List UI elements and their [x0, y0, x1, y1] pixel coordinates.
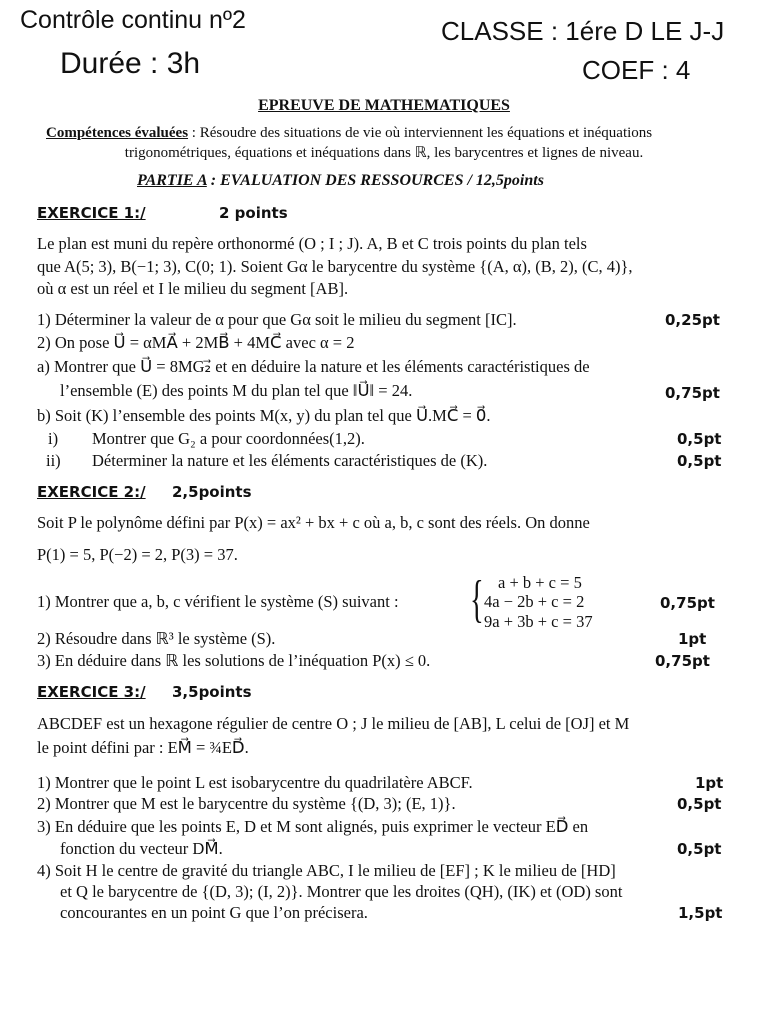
ex3-q4a: 4) Soit H le centre de gravité du triangle ABC, I le milieu de [EF] ; K le milieu de [HD] [37, 861, 616, 880]
competences-label: Compétences évaluées [46, 125, 189, 141]
competences-text1: : Résoudre des situations de vie où interviennent les équations et inéquations [188, 125, 653, 141]
ex1-q1-points: 0,25pt [665, 311, 720, 329]
ex3-q2: 2) Montrer que M est le barycentre du système {(D, 3); (E, 1)}. [37, 794, 456, 813]
ex2-points: 2,5points [172, 483, 252, 501]
ex1-qbii-points: 0,5pt [677, 452, 722, 470]
ex3-title: EXERCICE 3:/ [37, 683, 146, 701]
ex1-qbi: Montrer que G₂ a pour coordonnées(1,2). [92, 429, 365, 448]
competences-line2: trigonométriques, équations et inéquations dans ℝ, les barycentres et lignes de niveau. [124, 145, 644, 161]
ex2-sys3: 9a + 3b + c = 37 [484, 612, 593, 631]
header-coef: COEF : 4 [582, 55, 691, 85]
ex2-intro1: Soit P le polynôme défini par P(x) = ax² + bx + c où a, b, c sont des réels. On donne [37, 513, 590, 532]
ex1-q1: 1) Déterminer la valeur de α pour que Gα soit le milieu du segment [IC]. [37, 310, 517, 329]
ex1-qbi-points: 0,5pt [677, 430, 722, 448]
ex1-qbi-num: i) [48, 429, 59, 448]
header-duration: Durée : 3h [60, 47, 201, 80]
ex2-q3-points: 0,75pt [655, 652, 710, 670]
ex3-intro1: ABCDEF est un hexagone régulier de centre O ; J le milieu de [AB], L celui de [OJ] et M [37, 714, 630, 733]
ex3-q3a: 3) En déduire que les points E, D et M sont alignés, puis exprimer le vecteur ED⃗ en [37, 817, 589, 836]
ex1-qbii: Déterminer la nature et les éléments caractéristiques de (K). [92, 451, 488, 470]
page-title: EPREUVE DE MATHEMATIQUES [258, 97, 510, 114]
header-classe: CLASSE : 1ére D LE J-J [441, 16, 725, 46]
ex2-title: EXERCICE 2:/ [37, 483, 146, 501]
partie-heading [137, 172, 544, 190]
ex2-q3: 3) En déduire dans ℝ les solutions de l’inéquation P(x) ≤ 0. [37, 651, 431, 670]
header-control: Contrôle continu nº2 [20, 6, 246, 34]
ex1-qa2: l’ensemble (E) des points M du plan tel que ‖U⃗‖ = 24. [60, 381, 413, 400]
ex2-q2: 2) Résoudre dans ℝ³ le système (S). [37, 629, 276, 648]
partie-text: : EVALUATION DES RESSOURCES / 12,5points [206, 172, 544, 189]
ex2-system-brace: { [470, 571, 484, 628]
ex3-q1-points: 1pt [695, 774, 724, 792]
ex3-intro2: le point défini par : EM⃗ = ¾ED⃗. [37, 738, 249, 757]
ex2-q1-points: 0,75pt [660, 594, 715, 612]
ex3-q4c: concourantes en un point G que l’on précisera. [60, 903, 368, 922]
ex1-qa1: a) Montrer que U⃗ = 8MG₂⃗ et en déduire la nature et les éléments caractéristiques de [37, 357, 590, 376]
ex1-points: 2 points [219, 204, 288, 222]
ex1-title: EXERCICE 1:/ [37, 204, 146, 222]
ex3-q3-points: 0,5pt [677, 840, 722, 858]
ex1-qbii-num: ii) [46, 451, 61, 470]
ex2-sys2: 4a − 2b + c = 2 [484, 592, 585, 611]
ex1-qa-points: 0,75pt [665, 384, 720, 402]
ex3-q2-points: 0,5pt [677, 795, 722, 813]
ex1-qb: b) Soit (K) l’ensemble des points M(x, y) du plan tel que U⃗.MC⃗ = 0⃗. [37, 406, 491, 425]
ex3-q1: 1) Montrer que le point L est isobarycentre du quadrilatère ABCF. [37, 773, 473, 792]
ex3-q3b: fonction du vecteur DM⃗. [60, 839, 223, 858]
ex2-q2-points: 1pt [678, 630, 707, 648]
ex1-intro2: que A(5; 3), B(−1; 3), C(0; 1). Soient Gα le barycentre du système {(A, α), (B, 2), (C, 4)}, [37, 257, 633, 276]
ex1-intro3: où α est un réel et I le milieu du segment [AB]. [37, 279, 349, 298]
ex2-q1: 1) Montrer que a, b, c vérifient le système (S) suivant : [37, 592, 399, 611]
competences [46, 124, 652, 143]
ex3-q4b: et Q le barycentre de {(D, 3); (I, 2)}. Montrer que les droites (QH), (IK) et (OD) sont [60, 882, 623, 901]
ex2-sys1: a + b + c = 5 [498, 573, 582, 592]
ex1-q2: 2) On pose U⃗ = αMA⃗ + 2MB⃗ + 4MC⃗ avec α = 2 [37, 333, 355, 352]
ex3-q4-points: 1,5pt [678, 904, 723, 922]
partie-label: PARTIE A [137, 172, 207, 189]
ex3-points: 3,5points [172, 683, 252, 701]
ex1-intro1: Le plan est muni du repère orthonormé (O ; I ; J). A, B et C trois points du plan tels [37, 234, 587, 253]
ex2-intro2: P(1) = 5, P(−2) = 2, P(3) = 37. [37, 545, 238, 564]
